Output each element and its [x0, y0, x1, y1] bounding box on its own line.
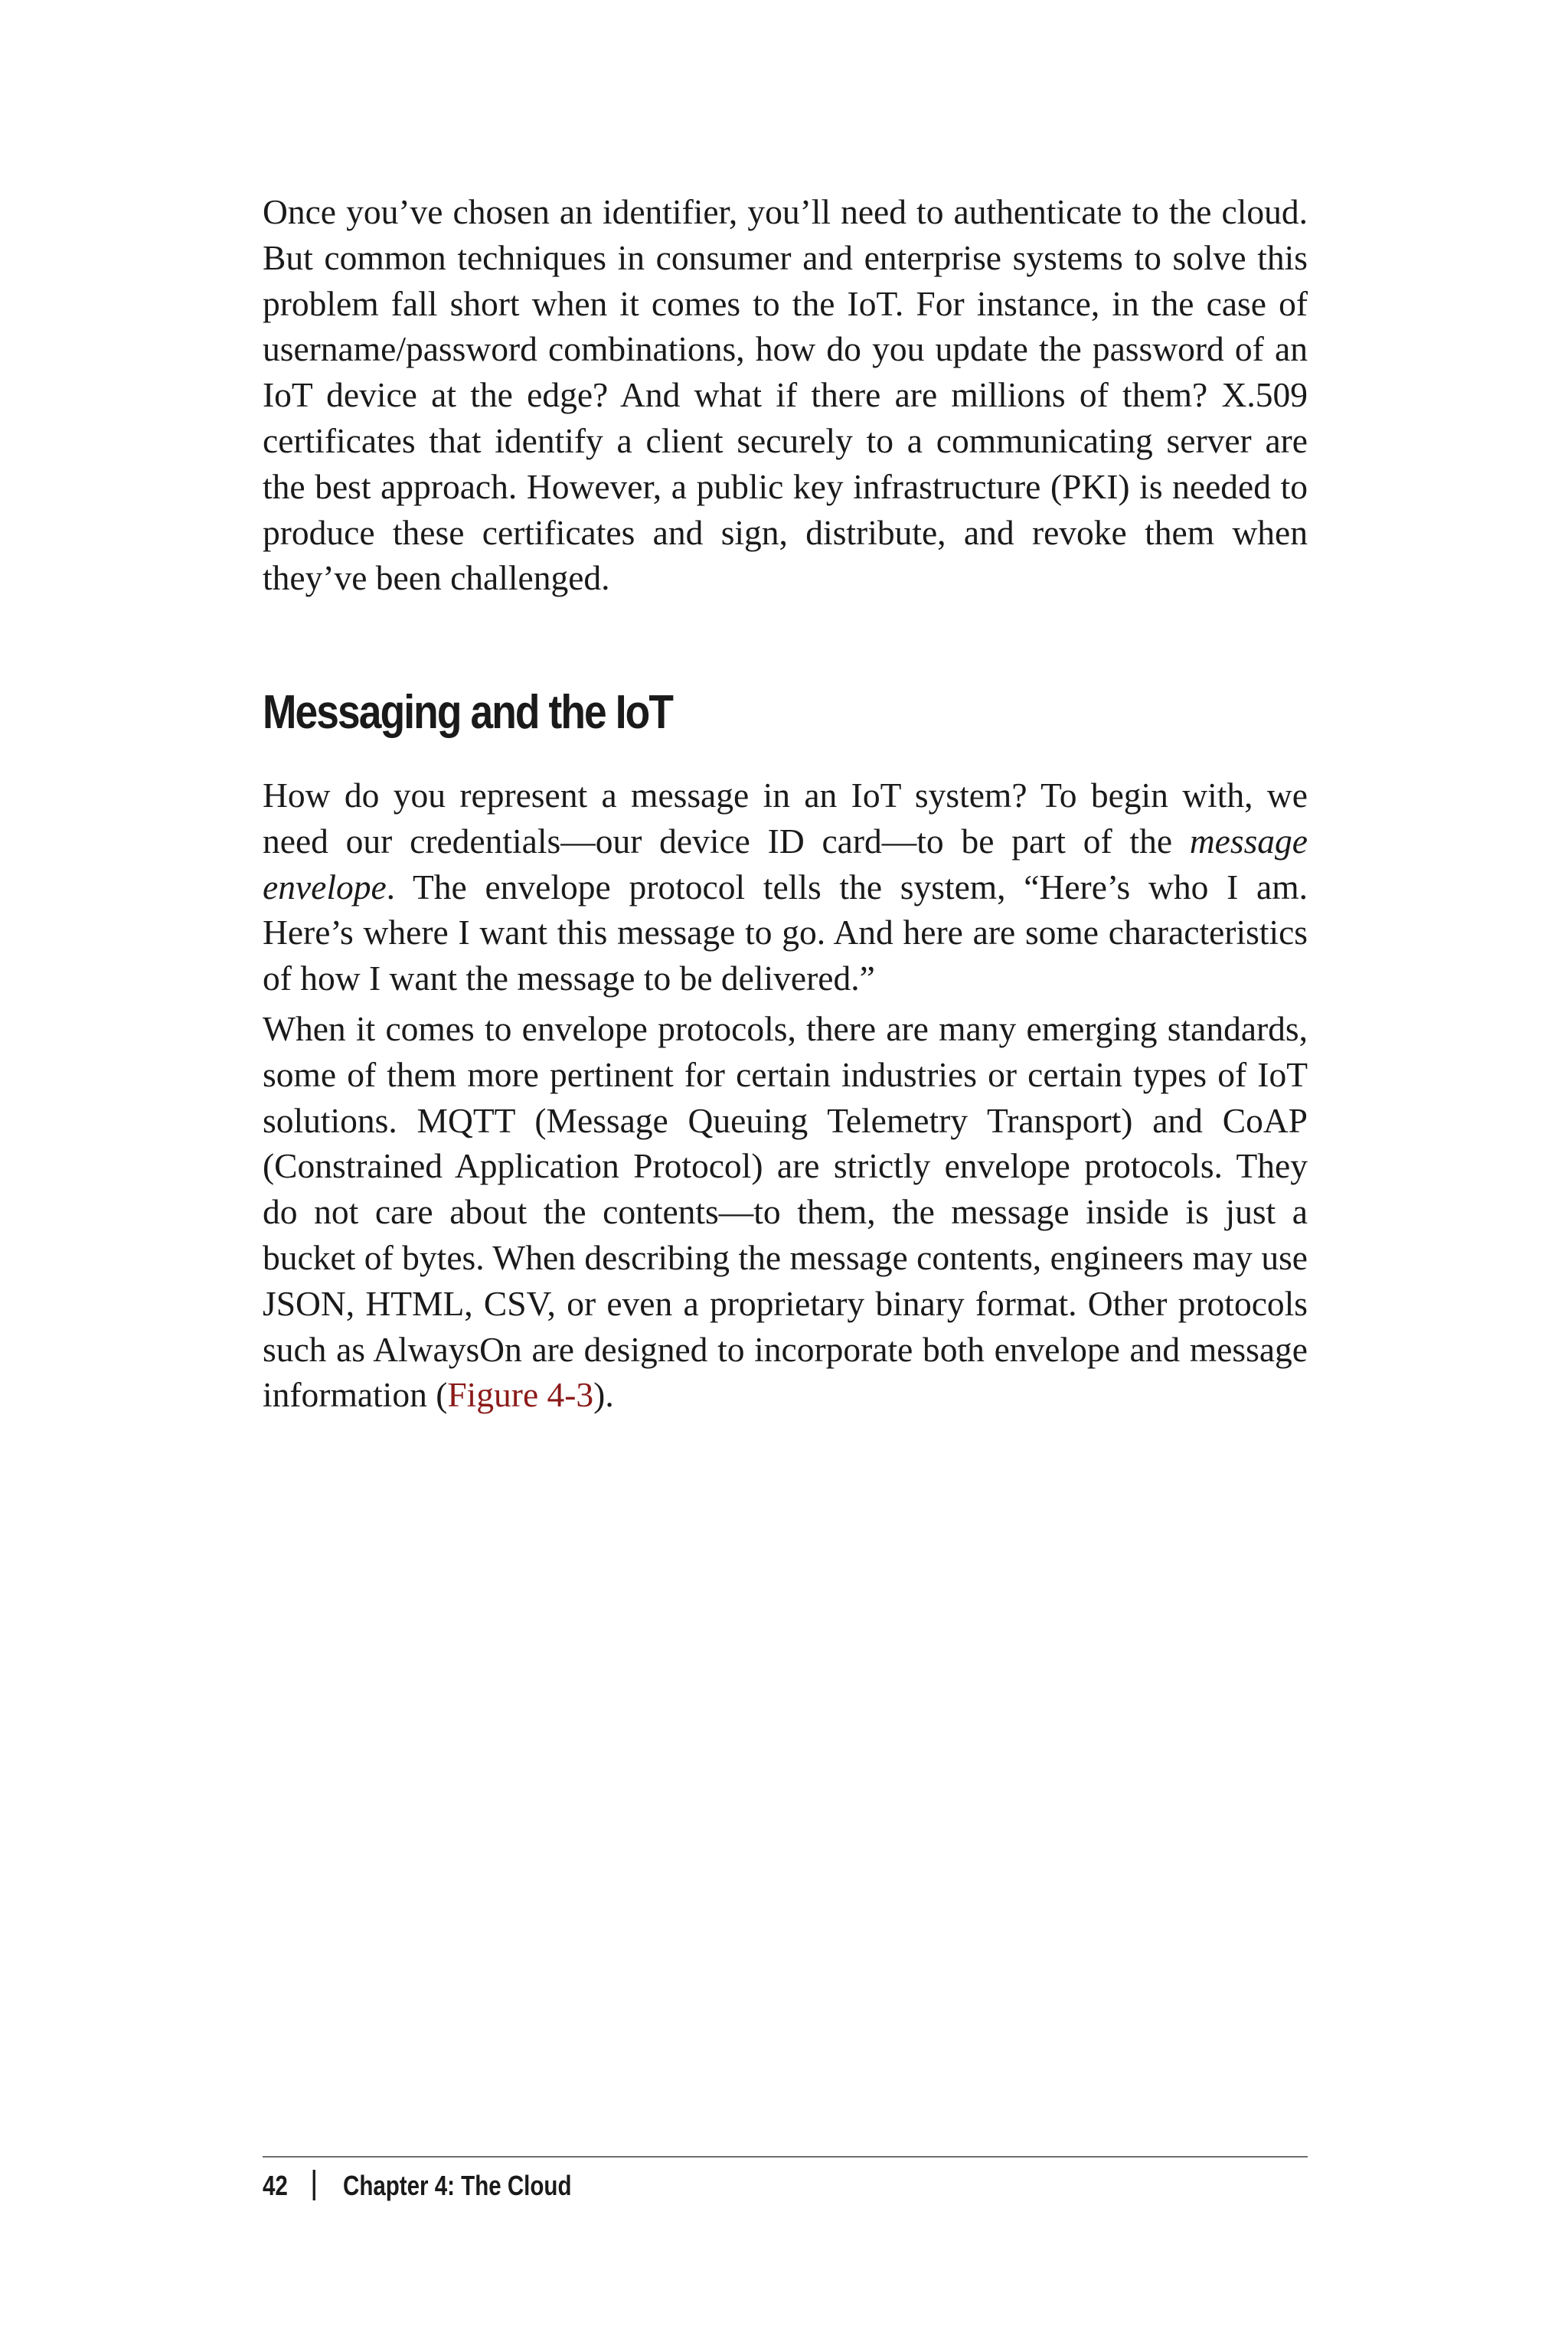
page-footer — [263, 2167, 571, 2205]
emphasis-term: message envelope — [263, 821, 1308, 906]
chapter-title: Chapter 4: The Cloud — [342, 2170, 572, 2201]
paragraph-message-envelope — [263, 773, 1308, 1001]
footer-rule — [263, 2156, 1308, 2158]
figure-link[interactable]: Figure 4-3 — [447, 1375, 594, 1415]
paragraph-envelope-protocols — [263, 1006, 1308, 1418]
section-heading: Messaging and the IoT — [263, 686, 673, 739]
footer-separator — [313, 2170, 315, 2200]
paragraph-text: . The envelope protocol tells the system, “Here’s who I am. Here’s where I want this message to go. And here are some characteristics of how I want the message to be delivered.” — [263, 867, 1308, 998]
paragraph-text: ). — [593, 1375, 614, 1415]
page-number: 42 — [263, 2170, 288, 2201]
paragraph-text: When it comes to envelope protocols, there are many emerging standards, some of them more pertinent for certain industries or certain types of IoT solutions. MQTT (Message Queuing Telemetry Transport) and CoAP (Constrained Application Protocol) are strictly envelope protocols. They do not care about the contents—to them, the message inside is just a bucket of bytes. When describing the message contents, engineers may use JSON, HTML, CSV, or even a proprietary binary format. Other protocols such as AlwaysOn are designed to incorporate both envelope and message information ( — [263, 1009, 1308, 1415]
paragraph-text: How do you represent a message in an IoT system? To begin with, we need our credentials—our device ID card—to be part of the — [263, 776, 1308, 861]
paragraph-authentication: Once you’ve chosen an identifier, you’ll need to authenticate to the cloud. But common techniques in consumer and enterprise systems to solve this problem fall short when it comes to the IoT. For instance, in the case of username/password combinations, how do you update the password of an IoT device at the edge? And what if there are millions of them? X.509 certificates that identify a client securely to a communicating server are the best approach. However, a public key infrastructure (PKI) is needed to produce these certificates and sign, distribute, and revoke them when they’ve been challenged. — [263, 192, 1308, 598]
